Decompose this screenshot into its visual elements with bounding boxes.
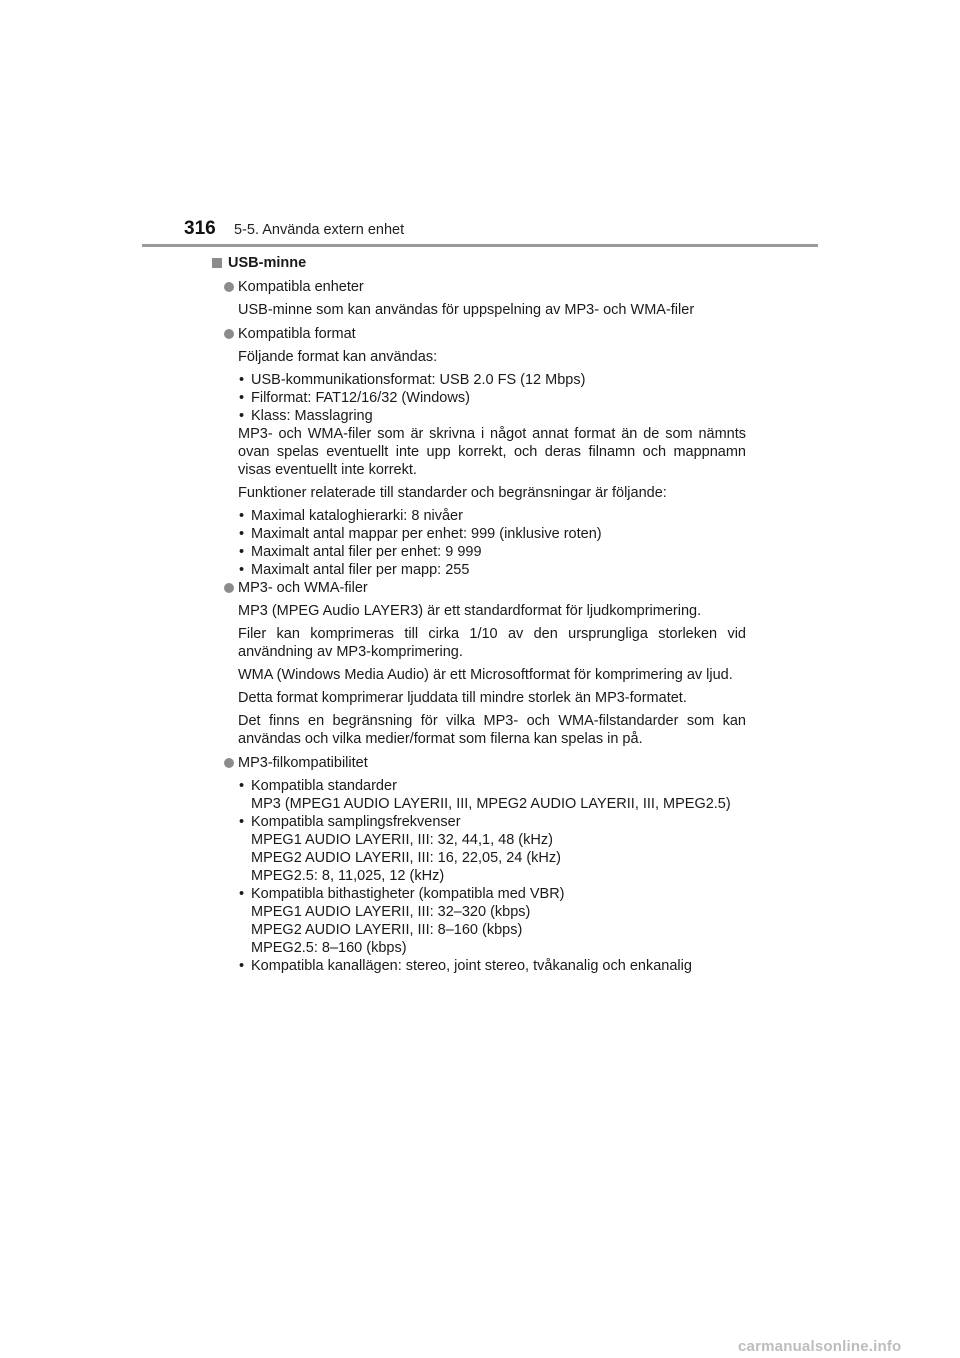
bullet-list: [238, 507, 746, 579]
topic-heading: [224, 278, 746, 296]
list-item: • Maximalt antal filer per mapp: 255: [238, 561, 746, 579]
topic-body: [238, 301, 746, 319]
header-divider: [142, 244, 818, 247]
round-bullet-icon: [224, 329, 234, 339]
square-bullet-icon: [212, 258, 222, 268]
round-bullet-icon: [224, 282, 234, 292]
list-item: • Filformat: FAT12/16/32 (Windows): [238, 389, 746, 407]
paragraph: WMA (Windows Media Audio) är ett Microsoftformat för komprimering av ljud.: [238, 667, 733, 683]
list-item: • Kompatibla bithastigheter (kompatibla med VBR) MPEG1 AUDIO LAYERII, III: 32–320 (kbps) MPEG2 AUDIO LAYERII, III: 8–160 (kbps) MPEG2.5: 8–160 (kbps): [238, 885, 746, 957]
paragraph: MP3- och WMA-filer som är skrivna i något annat format än de som nämnts ovan spelas eventuellt inte upp korrekt, och deras filnamn och mappnamn visas eventuellt inte korrekt.: [238, 426, 746, 478]
section-heading: [211, 254, 746, 272]
list-item: • Kompatibla samplingsfrekvenser MPEG1 AUDIO LAYERII, III: 32, 44,1, 48 (kHz) MPEG2 AUDIO LAYERII, III: 16, 22,05, 24 (kHz) MPEG2.5: 8, 11,025, 12 (kHz): [238, 813, 746, 885]
section-heading-text: USB-minne: [228, 255, 307, 271]
bullet-list: [238, 371, 746, 425]
topic-body: [238, 348, 746, 579]
watermark: carmanualsonline.info: [738, 1338, 902, 1355]
paragraph: Detta format komprimerar ljuddata till mindre storlek än MP3-formatet.: [238, 690, 687, 706]
list-item: • Maximalt antal mappar per enhet: 999 (inklusive roten): [238, 525, 746, 543]
topic-body: [238, 602, 746, 748]
paragraph: Funktioner relaterade till standarder och begränsningar är följande:: [238, 485, 667, 501]
list-item: • Maximal kataloghierarki: 8 nivåer: [238, 507, 746, 525]
chapter-title: 5-5. Använda extern enhet: [234, 222, 405, 238]
list-item: • Kompatibla kanallägen: stereo, joint stereo, tvåkanalig och enkanalig: [238, 957, 746, 975]
page-content: [211, 252, 746, 975]
topic-title: Kompatibla format: [238, 326, 356, 342]
topic-title: Kompatibla enheter: [238, 279, 364, 295]
list-item: • Kompatibla standarder MP3 (MPEG1 AUDIO LAYERII, III, MPEG2 AUDIO LAYERII, III, MPEG2.5): [238, 777, 746, 813]
page-number: 316: [184, 218, 216, 239]
paragraph: Filer kan komprimeras till cirka 1/10 av den ursprungliga storleken vid användning av MP3-komprimering.: [238, 626, 746, 660]
topic-body: [238, 777, 746, 975]
topic-heading: [224, 754, 746, 772]
list-item: • Klass: Masslagring: [238, 407, 746, 425]
list-item: • Maximalt antal filer per enhet: 9 999: [238, 543, 746, 561]
paragraph: MP3 (MPEG Audio LAYER3) är ett standardformat för ljudkomprimering.: [238, 603, 702, 619]
paragraph: Följande format kan användas:: [238, 349, 438, 365]
paragraph: USB-minne som kan användas för uppspelning av MP3- och WMA-filer: [238, 302, 695, 318]
list-item: • USB-kommunikationsformat: USB 2.0 FS (12 Mbps): [238, 371, 746, 389]
round-bullet-icon: [224, 583, 234, 593]
paragraph: Det finns en begränsning för vilka MP3- och WMA-filstandarder som kan användas och vilka medier/format som filerna kan spelas in på.: [238, 713, 746, 747]
topic-title: MP3- och WMA-filer: [238, 580, 368, 596]
round-bullet-icon: [224, 758, 234, 768]
topic-heading: [224, 325, 746, 343]
page-header: [0, 0, 960, 250]
topic-heading: [224, 579, 746, 597]
bullet-list: [238, 777, 746, 975]
topic-title: MP3-filkompatibilitet: [238, 755, 368, 771]
